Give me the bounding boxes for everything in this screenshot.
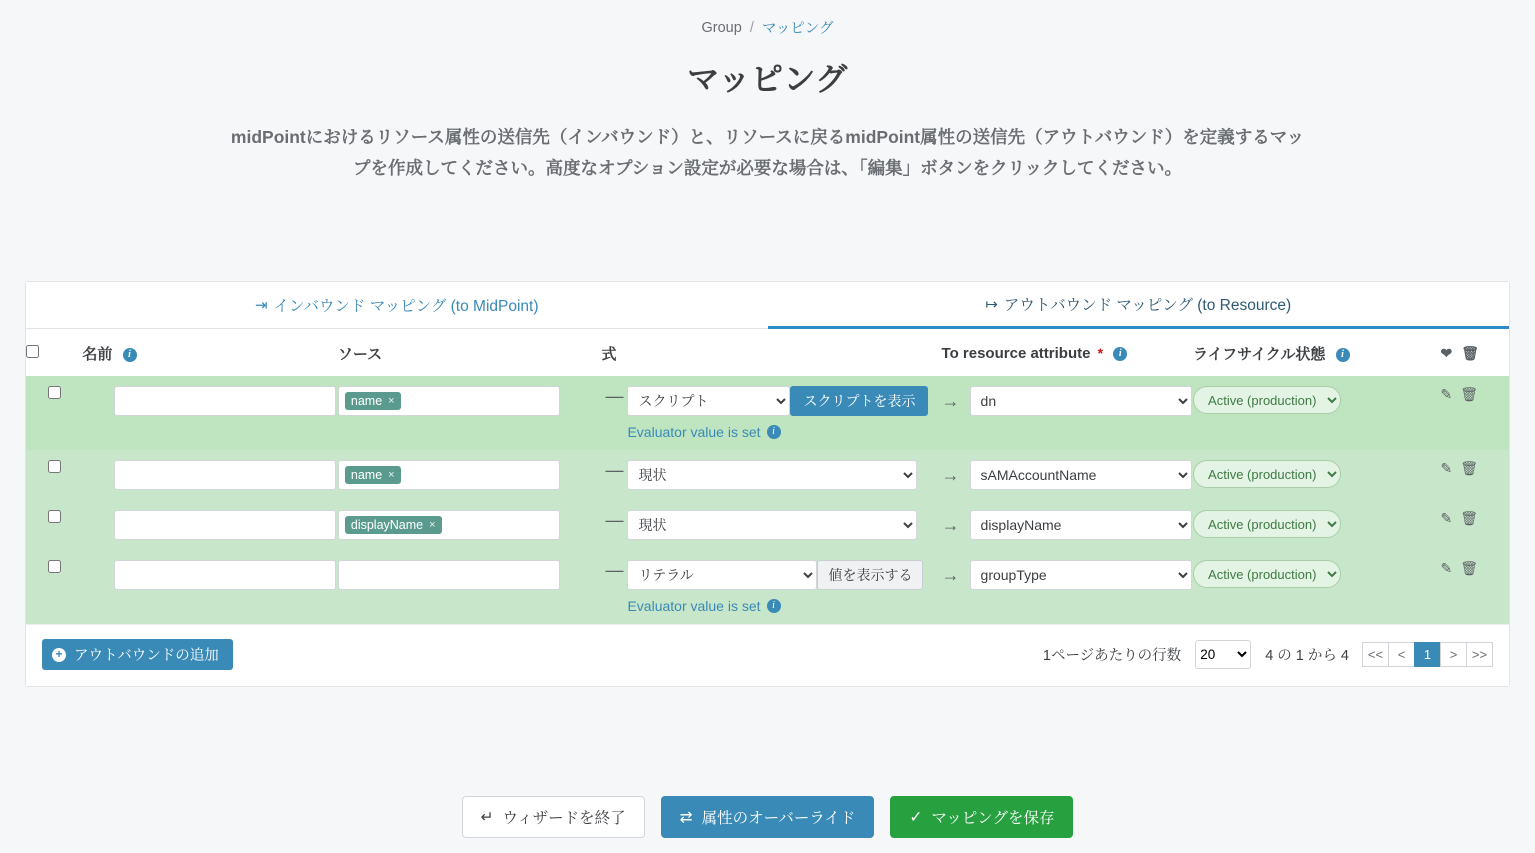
- shuffle-icon: ⇄: [679, 808, 693, 826]
- column-source-label: ソース: [337, 346, 383, 363]
- breadcrumb-root[interactable]: Group: [701, 19, 742, 36]
- mapping-table-body: [26, 376, 1509, 624]
- row-target-select[interactable]: [970, 510, 1192, 540]
- row-target-select[interactable]: [970, 560, 1192, 590]
- row-expression-select[interactable]: [627, 560, 817, 590]
- edit-icon[interactable]: ✎: [1440, 560, 1453, 576]
- source-chip-label: name: [350, 394, 383, 408]
- source-chip-label: displayName: [350, 518, 424, 532]
- tab-outbound-label: アウトバウンド マッピング (to Resource): [1003, 297, 1292, 314]
- page-1-button[interactable]: 1: [1414, 642, 1441, 667]
- column-target-attribute: [942, 329, 1194, 376]
- row-checkbox[interactable]: [48, 386, 61, 399]
- evaluator-note-label: Evaluator value is set: [627, 424, 761, 440]
- column-source: [338, 329, 602, 376]
- evaluator-note: [627, 598, 923, 614]
- save-mapping-button[interactable]: [890, 796, 1073, 838]
- source-chip: [345, 392, 401, 410]
- row-target-select[interactable]: [970, 386, 1192, 416]
- heart-icon[interactable]: ❤: [1440, 345, 1453, 361]
- dash-separator: —: [605, 510, 624, 530]
- dash-separator: —: [605, 560, 624, 580]
- arrow-exit-icon: ↵: [480, 808, 494, 826]
- column-name-label: 名前: [82, 346, 113, 363]
- column-target-label: To resource attribute: [941, 345, 1091, 362]
- show-value-button[interactable]: 値を表示する: [817, 560, 923, 590]
- row-checkbox[interactable]: [48, 510, 61, 523]
- source-chip: [345, 516, 442, 534]
- column-lifecycle: [1193, 329, 1441, 376]
- record-count-label: 4 の 1 から 4: [1265, 648, 1349, 664]
- exit-wizard-label: ウィザードを終了: [502, 810, 626, 827]
- dash-separator: —: [605, 460, 624, 480]
- column-actions: [1441, 329, 1509, 376]
- table-row[interactable]: [26, 450, 1509, 500]
- row-name-input[interactable]: [114, 460, 336, 490]
- edit-icon[interactable]: ✎: [1440, 386, 1453, 402]
- mapping-card: [25, 281, 1510, 687]
- row-source-chipbox[interactable]: [338, 460, 560, 490]
- breadcrumb: [0, 0, 1535, 38]
- source-chip: [345, 466, 401, 484]
- trash-icon[interactable]: 🗑: [1460, 510, 1479, 526]
- page-last-button[interactable]: >>: [1466, 642, 1493, 667]
- chip-remove-icon[interactable]: ×: [429, 519, 436, 531]
- tab-inbound-mapping[interactable]: [26, 282, 768, 329]
- row-source-chipbox[interactable]: [338, 510, 560, 540]
- page-title: マッピング: [687, 61, 848, 97]
- row-lifecycle-select[interactable]: [1193, 386, 1341, 414]
- page-next-button[interactable]: >: [1440, 642, 1467, 667]
- table-row[interactable]: [26, 550, 1509, 624]
- breadcrumb-separator: /: [749, 19, 754, 36]
- info-icon-evaluator[interactable]: i: [767, 425, 781, 439]
- source-chip-label: name: [350, 468, 383, 482]
- select-all-checkbox[interactable]: [26, 345, 39, 358]
- save-mapping-label: マッピングを保存: [931, 810, 1055, 827]
- page-prev-button[interactable]: <: [1388, 642, 1415, 667]
- evaluator-note-label: Evaluator value is set: [627, 598, 761, 614]
- column-expression: [601, 329, 941, 376]
- show-script-button[interactable]: スクリプトを表示: [790, 386, 928, 416]
- chip-remove-icon[interactable]: ×: [388, 395, 395, 407]
- row-name-input[interactable]: [114, 386, 336, 416]
- override-attributes-label: 属性のオーバーライド: [701, 810, 856, 827]
- page-description: midPointにおけるリソース属性の送信先（インバウンド）と、リソースに戻るmidPoint属性の送信先（アウトバウンド）を定義するマップを作成してください。高度なオプション設定が必要な場合は、「編集」ボタンをクリックしてください。: [230, 127, 1305, 178]
- arrow-right-icon: →: [941, 564, 960, 585]
- add-outbound-button[interactable]: [42, 639, 233, 670]
- wizard-action-bar: [0, 796, 1535, 838]
- plus-icon: +: [52, 648, 66, 662]
- mapping-table-head: [26, 329, 1509, 376]
- info-icon-name[interactable]: i: [123, 348, 137, 362]
- trash-icon[interactable]: 🗑: [1461, 345, 1480, 361]
- select-all-header: [26, 329, 82, 376]
- row-lifecycle-select[interactable]: [1193, 460, 1341, 488]
- trash-icon[interactable]: 🗑: [1460, 386, 1479, 402]
- override-attributes-button[interactable]: [661, 796, 875, 838]
- exit-wizard-button[interactable]: [462, 796, 645, 838]
- row-target-select[interactable]: [970, 460, 1192, 490]
- check-icon: ✓: [909, 808, 923, 826]
- info-icon-lifecycle[interactable]: i: [1336, 348, 1350, 362]
- row-checkbox[interactable]: [48, 560, 61, 573]
- trash-icon[interactable]: 🗑: [1460, 460, 1479, 476]
- pagination: [1043, 640, 1493, 669]
- table-row[interactable]: [26, 500, 1509, 550]
- required-marker: *: [1097, 345, 1104, 361]
- tab-outbound-mapping[interactable]: [768, 282, 1510, 329]
- chip-remove-icon[interactable]: ×: [388, 469, 395, 481]
- trash-icon[interactable]: 🗑: [1460, 560, 1479, 576]
- dash-separator: —: [605, 386, 624, 406]
- column-lifecycle-label: ライフサイクル状態: [1193, 346, 1326, 363]
- arrow-right-icon: →: [941, 514, 960, 535]
- row-source-chipbox[interactable]: [338, 560, 560, 590]
- edit-icon[interactable]: ✎: [1440, 460, 1453, 476]
- info-icon-target[interactable]: i: [1113, 347, 1127, 361]
- edit-icon[interactable]: ✎: [1440, 510, 1453, 526]
- row-expression-select[interactable]: [627, 460, 917, 490]
- row-expression-select[interactable]: [627, 386, 790, 416]
- table-row[interactable]: [26, 376, 1509, 450]
- arrow-out-of-bracket-icon: ↦: [985, 296, 998, 313]
- evaluator-note: [627, 424, 928, 440]
- arrow-right-icon: →: [941, 390, 960, 411]
- row-name-input[interactable]: [114, 560, 336, 590]
- row-source-chipbox[interactable]: [338, 386, 560, 416]
- page-first-button[interactable]: <<: [1362, 642, 1389, 667]
- row-lifecycle-select[interactable]: [1193, 560, 1341, 588]
- column-name: [82, 329, 338, 376]
- add-outbound-label: アウトバウンドの追加: [74, 648, 219, 664]
- table-footer: [26, 624, 1509, 686]
- mapping-tabs: [26, 282, 1509, 329]
- mapping-table: [26, 329, 1509, 624]
- tab-inbound-label: インバウンド マッピング (to MidPoint): [273, 298, 539, 315]
- row-checkbox[interactable]: [48, 460, 61, 473]
- arrow-right-icon: →: [941, 464, 960, 485]
- row-lifecycle-select[interactable]: [1193, 510, 1341, 538]
- info-icon-evaluator[interactable]: i: [767, 599, 781, 613]
- rows-per-page-label: 1ページあたりの行数: [1042, 648, 1182, 664]
- arrow-into-bracket-icon: ⇥: [254, 297, 268, 314]
- rows-per-page-select[interactable]: [1195, 640, 1251, 669]
- column-expression-label: 式: [601, 346, 617, 363]
- page-buttons: [1363, 642, 1493, 667]
- breadcrumb-current[interactable]: マッピング: [761, 21, 834, 37]
- row-name-input[interactable]: [114, 510, 336, 540]
- row-expression-select[interactable]: [627, 510, 917, 540]
